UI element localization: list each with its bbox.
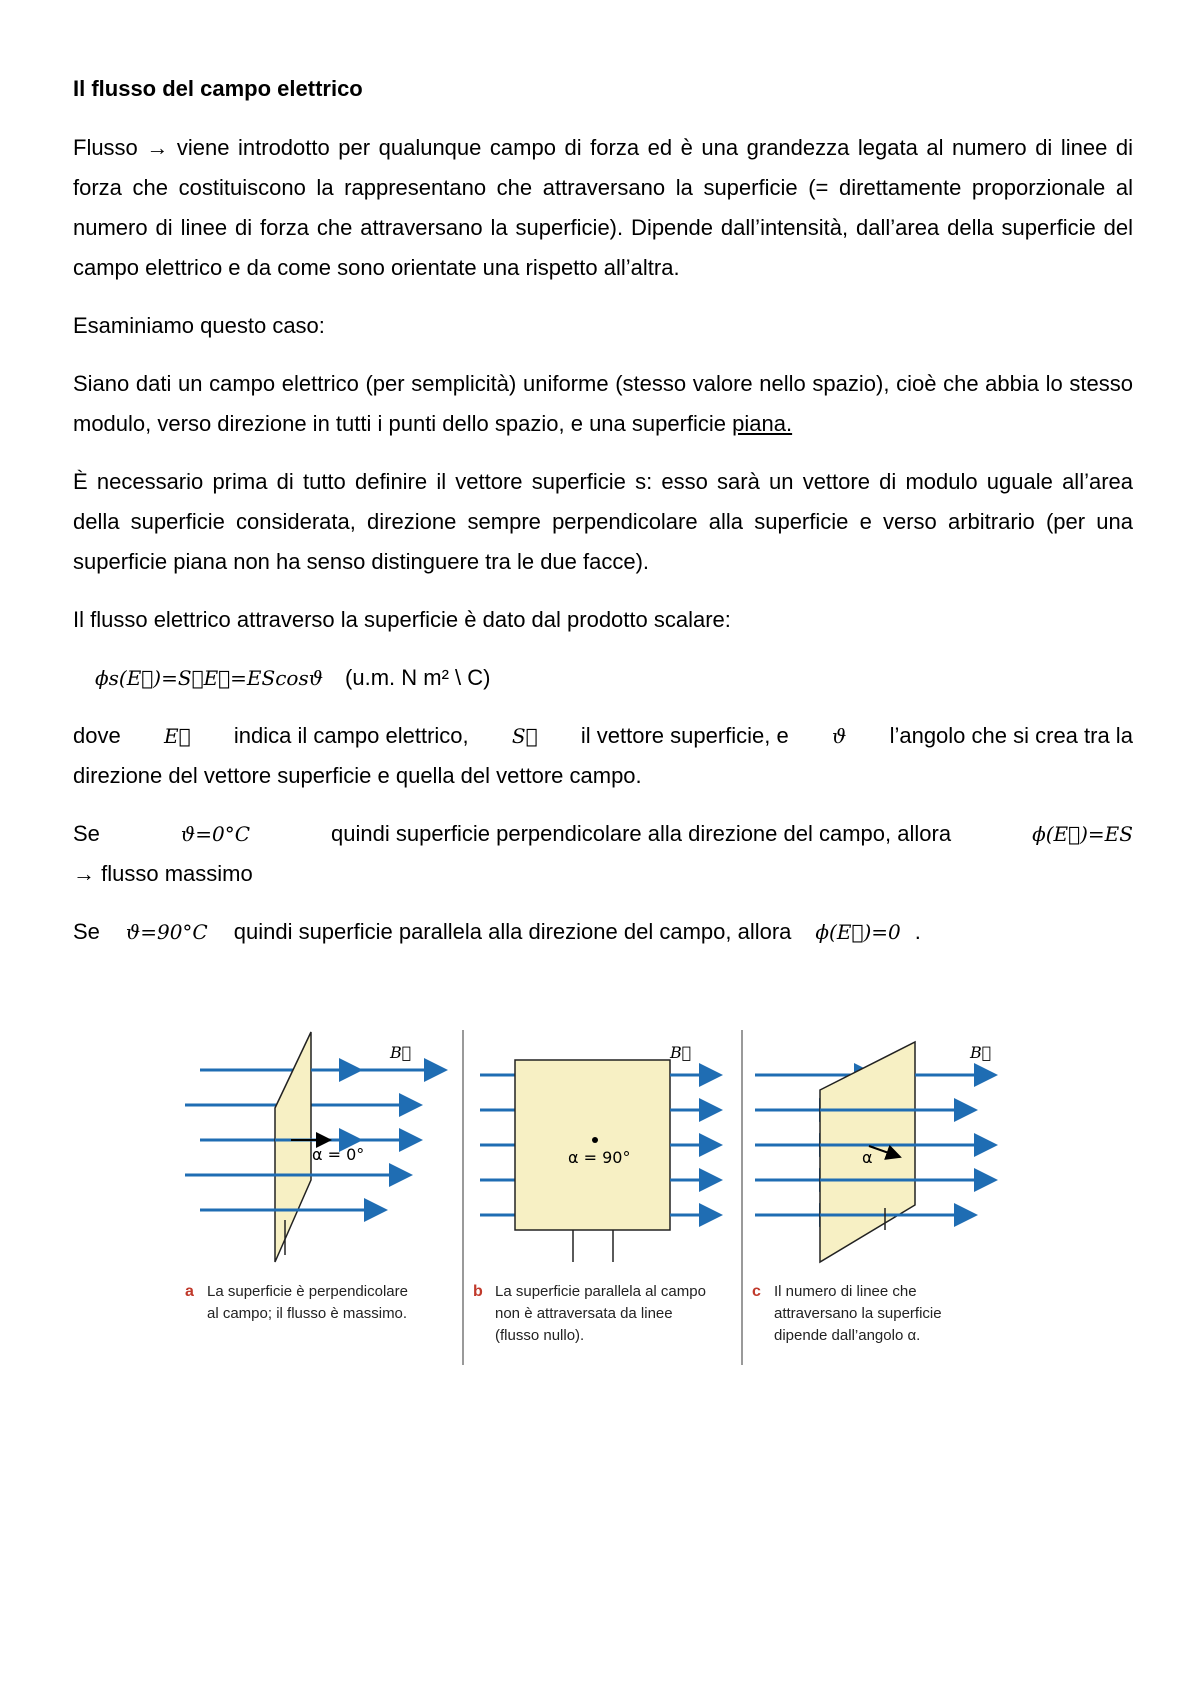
flux-formula <box>95 658 1133 698</box>
caption-line: La superficie è perpendicolare <box>207 1283 408 1300</box>
paragraph-uniform-field <box>73 364 1133 444</box>
case-zero-line1 <box>73 814 1133 854</box>
paragraph-case-ninety <box>73 912 1133 952</box>
caption-line: (flusso nullo). <box>495 1327 585 1344</box>
symbol-theta: ϑ <box>832 724 847 748</box>
field-label: B⃗ <box>970 1043 992 1062</box>
text-se: Se <box>73 919 100 944</box>
caption-line: attraversano la superficie <box>774 1305 942 1322</box>
field-label: B⃗ <box>670 1043 692 1062</box>
caption-letter: c <box>752 1283 761 1300</box>
caption-b <box>473 1283 706 1344</box>
flux-units: (u.m. N m² \ C) <box>345 665 491 690</box>
page-title: Il flusso del campo elettrico <box>73 76 363 101</box>
symbol-e-vector: E⃗ <box>163 724 191 748</box>
text-perpendicular: quindi superficie perpendicolare alla direzione del campo, allora <box>331 821 952 846</box>
flux-equation: ϕs(E⃗)=S⃗E⃗=EScosϑ <box>95 666 324 690</box>
symbol-definitions-line2: direzione del vettore superficie e quella del vettore campo. <box>73 763 642 788</box>
flux-diagram <box>185 1030 1015 1370</box>
caption-line: Il numero di linee che <box>774 1283 917 1300</box>
text-period: . <box>914 919 921 944</box>
document-page <box>73 70 1133 970</box>
panel-a <box>185 1032 445 1322</box>
text-flusso-massimo: → flusso massimo <box>73 861 253 886</box>
caption-line: al campo; il flusso è massimo. <box>207 1305 408 1322</box>
paragraph-example-intro: Esaminiamo questo caso: <box>73 313 325 338</box>
surface-plane <box>515 1060 670 1230</box>
paragraph-surface-vector: È necessario prima di tutto definire il vettore superficie s: esso sarà un vettore di modulo uguale all’area della superficie considerata, direzione sempre perpendicolare alla superficie e verso arbitrario (per una superficie piana non ha senso distinguere tra le due facce). <box>73 469 1133 574</box>
caption-line: La superficie parallela al campo <box>495 1283 706 1300</box>
symbol-s-vector: S⃗ <box>511 724 538 748</box>
caption-letter: a <box>185 1283 194 1300</box>
result-flux-zero: ϕ(E⃗)=0 <box>815 920 901 944</box>
condition-theta-90: ϑ=90°C <box>125 920 208 944</box>
caption-c <box>752 1283 942 1344</box>
panel-b <box>473 1043 720 1344</box>
angle-label: α = 0° <box>312 1145 365 1164</box>
text-dove: dove <box>73 723 121 748</box>
caption-line: dipende dall’angolo α. <box>774 1327 921 1344</box>
caption-letter: b <box>473 1283 483 1300</box>
paragraph-case-zero <box>73 814 1133 894</box>
angle-label: α <box>862 1148 873 1167</box>
panel-c <box>752 1042 995 1344</box>
caption-a <box>185 1283 408 1322</box>
flux-figure <box>185 1030 1015 1370</box>
result-flux-es: ϕ(E⃗)=ES <box>1032 822 1133 846</box>
text-se: Se <box>73 821 100 846</box>
paragraph-flux-definition: Flusso → viene introdotto per qualunque campo di forza ed è una grandezza legata al numero di linee di forza che costituiscono la rappresentano che attraversano la superficie (= direttamente proporzionale al numero di linee di forza che attraversano la superficie). Dipende dall’intensità, dall’area della superficie del campo elettrico e da come sono orientate una rispetto all’altra. <box>73 135 1133 280</box>
underlined-word-piana: piana. <box>732 411 793 436</box>
text-vettore-superficie: il vettore superficie, e <box>580 723 789 748</box>
paragraph-symbol-definitions <box>73 716 1133 796</box>
surface-plane <box>275 1032 311 1262</box>
angle-label: α = 90° <box>568 1148 631 1167</box>
text-campo-elettrico: indica il campo elettrico, <box>233 723 469 748</box>
condition-theta-0: ϑ=0°C <box>180 822 251 846</box>
text-parallel: quindi superficie parallela alla direzione del campo, allora <box>233 919 792 944</box>
paragraph-scalar-product: Il flusso elettrico attraverso la superficie è dato dal prodotto scalare: <box>73 607 731 632</box>
caption-line: non è attraversata da linee <box>495 1305 673 1322</box>
field-label: B⃗ <box>390 1043 412 1062</box>
uniform-field-text: Siano dati un campo elettrico (per semplicità) uniforme (stesso valore nello spazio), cioè che abbia lo stesso modulo, verso direzione in tutti i punti dello spazio, e una superficie <box>73 371 1133 436</box>
symbol-definitions-line1 <box>73 716 1133 756</box>
text-angolo: l’angolo che si crea tra la <box>889 723 1133 748</box>
center-dot <box>592 1137 598 1143</box>
